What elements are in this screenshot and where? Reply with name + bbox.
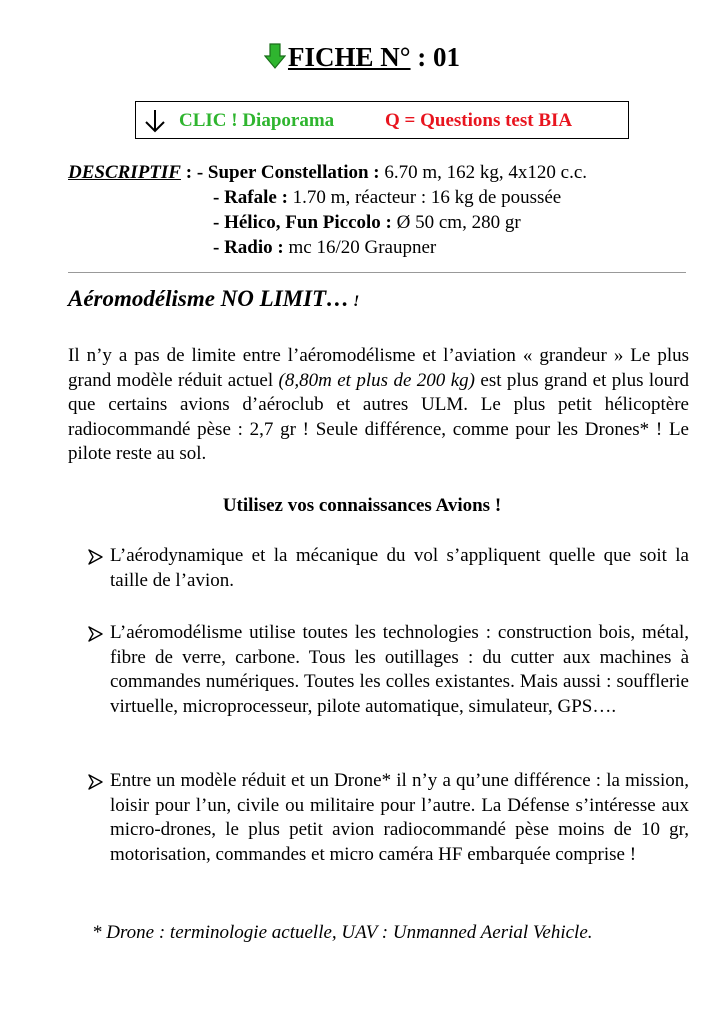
section-heading-mark: ! [349, 293, 360, 310]
divider [68, 272, 686, 273]
descriptif-item-name: - Rafale : [213, 187, 288, 208]
down-arrow-icon[interactable] [142, 108, 168, 139]
footnote: * Drone : terminologie actuelle, UAV : Unmanned Aerial Vehicle. [92, 922, 593, 943]
list-item [88, 621, 689, 719]
questions-link[interactable]: Q = Questions test BIA [385, 110, 573, 131]
descriptif-item-value: 1.70 m, réacteur : 16 kg de poussée [287, 187, 562, 208]
descriptif-item-value: Ø 50 cm, 280 gr [391, 212, 521, 233]
section-heading-text: Aéromodélisme NO LIMIT… [68, 286, 350, 311]
intro-text-2: est plus grand et plus lourd que certains avions d’aéroclub et autres ULM. Le plus petit hélicoptère radiocommandé pèse : 2,7 gr ! Seule différence, comme pour les Drones* ! Le pilote reste au sol. [68, 369, 690, 464]
page-title [0, 40, 724, 74]
title-suffix: : 01 [410, 42, 461, 72]
list-item-text: L’aérodynamique et la mécanique du vol s’appliquent quelle que soit la taille de l’avion. [110, 545, 689, 591]
descriptif-label: DESCRIPTIF [68, 162, 181, 183]
descriptif-item-name: - Radio : [213, 237, 284, 258]
descriptif-item-value: 6.70 m, 162 kg, 4x120 c.c. [379, 162, 588, 183]
list-item [88, 769, 689, 867]
intro-paragraph [68, 344, 689, 467]
descriptif-item-name: - Hélico, Fun Piccolo : [213, 212, 392, 233]
navigation-box [135, 101, 629, 139]
diaporama-link[interactable]: CLIC ! Diaporama [179, 110, 335, 131]
list-item [88, 544, 689, 593]
list-item-text: Entre un modèle réduit et un Drone* il n’y a qu’une différence : la mission, loisir pour l’un, civile ou militaire pour l’autre. La Défense s’intéresse aux micro-drones, le plus petit avion radiocommandé pèse moins de 10 gr, motorisation, commandes et micro caméra HF embarquée comprise ! [110, 770, 689, 865]
title-prefix: FICHE N° [287, 42, 411, 72]
list-item-text: L’aéromodélisme utilise toutes les technologies : construction bois, métal, fibre de verre, carbone. Tous les outillages : du cutter aux machines à commandes numériques. Toutes les colles existantes. Mais aussi : soufflerie virtuelle, microprocesseur, pilote automatique, simulateur, GPS…. [110, 622, 689, 717]
intro-text-1: Il n’y a pas de limite entre l’aéromodélisme et l’aviation « grandeur » Le plus grand modèle réduit actuel [68, 345, 689, 391]
arrowhead-bullet-icon [88, 544, 108, 574]
subheading: Utilisez vos connaissances Avions ! [222, 495, 502, 516]
descriptif-line-2 [213, 185, 561, 210]
descriptif-line-4 [213, 235, 436, 260]
section-heading [68, 286, 359, 312]
descriptif-line-1 [68, 160, 587, 185]
descriptif-item-value: mc 16/20 Graupner [283, 237, 437, 258]
descriptif-line-3 [213, 210, 521, 235]
down-arrow-icon[interactable] [264, 42, 288, 72]
descriptif-item-name: - Super Constellation : [196, 162, 380, 183]
descriptif-separator: : [180, 162, 197, 183]
arrowhead-bullet-icon [88, 769, 108, 799]
intro-text-italic: (8,80m et plus de 200 kg) [278, 369, 475, 391]
arrowhead-bullet-icon [88, 621, 108, 651]
